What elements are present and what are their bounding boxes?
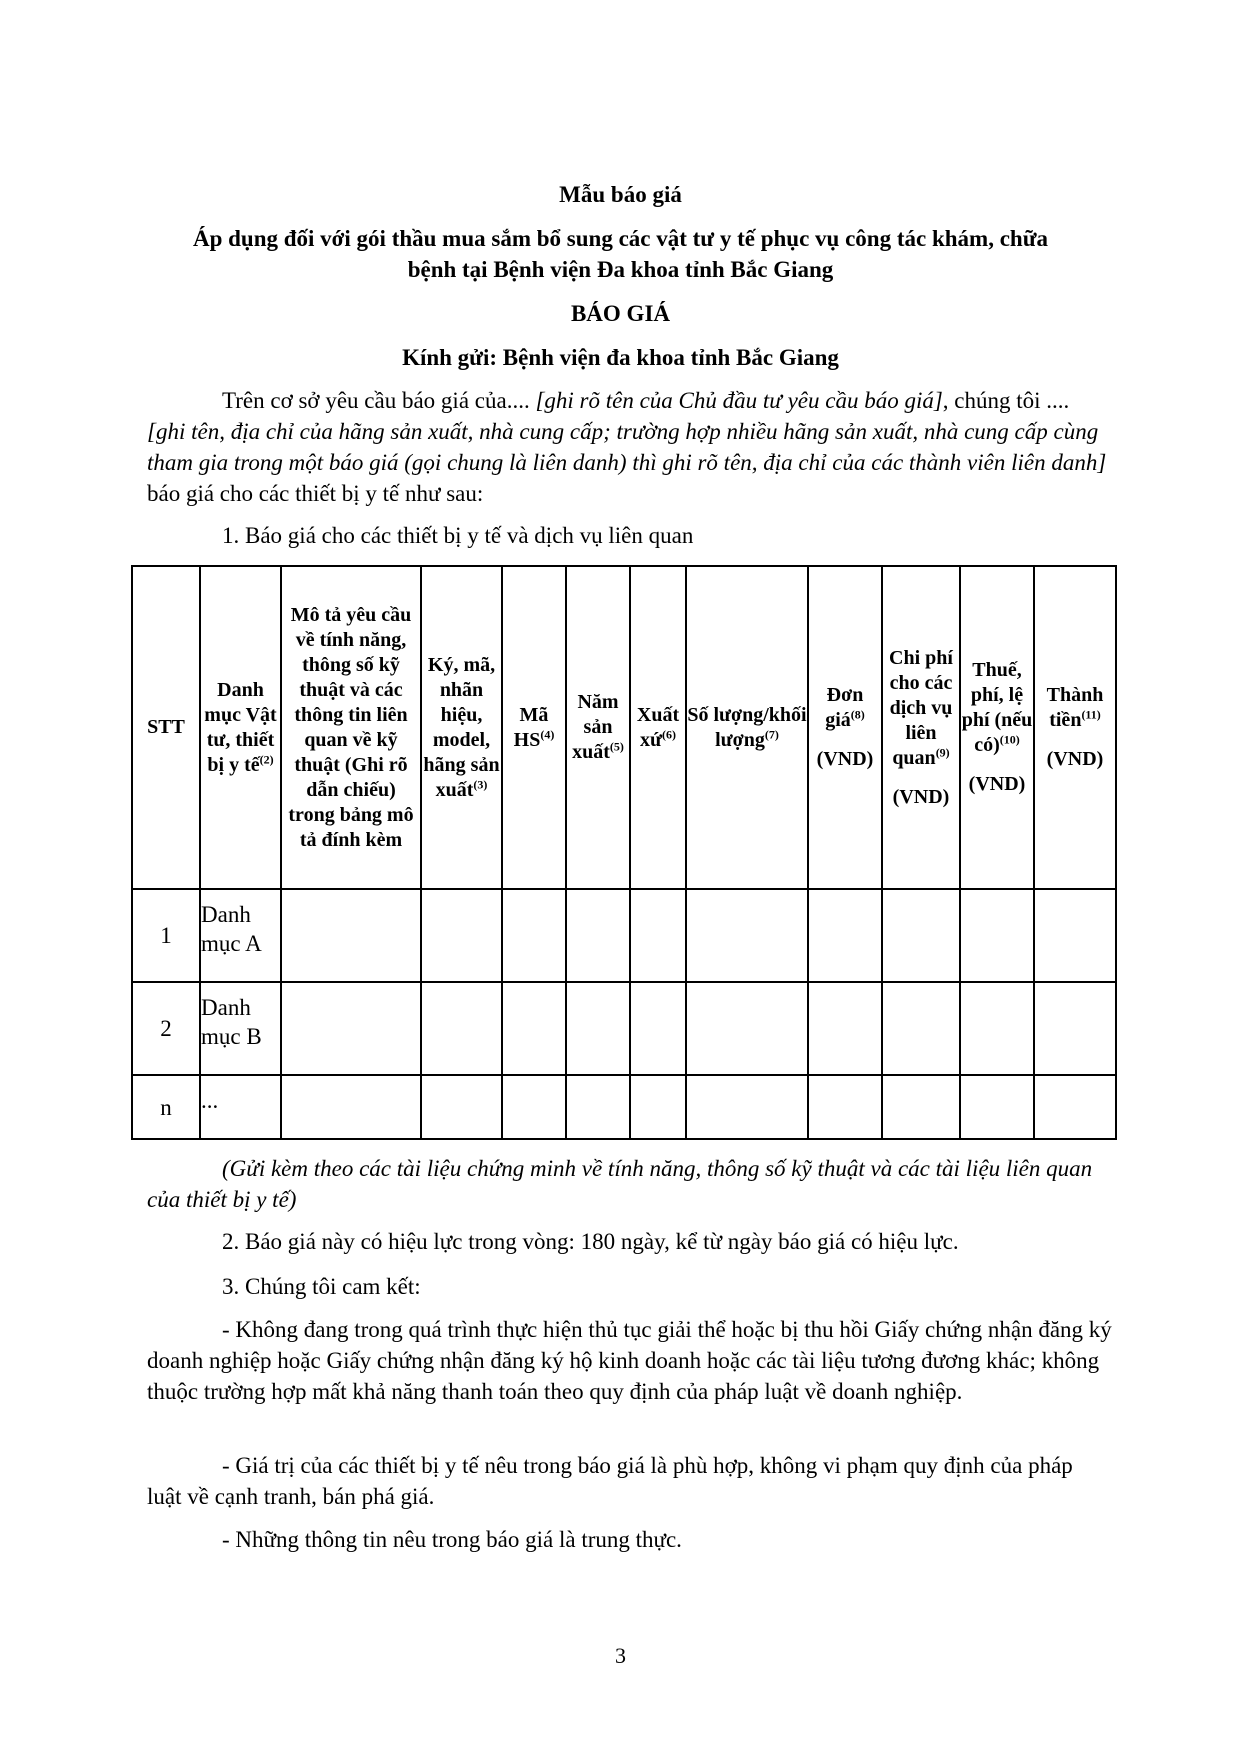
header-unit-price: Đơn giá$^{(8)}$ (VND) <box>808 566 882 889</box>
empty-cell <box>566 889 630 982</box>
empty-cell <box>808 889 882 982</box>
row-category: Danh mục B <box>200 982 281 1075</box>
empty-cell <box>686 889 808 982</box>
empty-cell <box>421 1075 502 1139</box>
table-row <box>132 982 1116 1075</box>
table-row <box>132 889 1116 982</box>
header-origin: Xuất xứ$^{(6)}$ <box>630 566 686 889</box>
quote-table <box>131 565 1117 1140</box>
empty-cell <box>1034 982 1116 1075</box>
empty-cell <box>808 1075 882 1139</box>
page-number: 3 <box>615 1643 626 1668</box>
header-quantity: Số lượng/khối lượng$^{(7)}$ <box>686 566 808 889</box>
empty-cell <box>566 982 630 1075</box>
intro-text-3: báo giá cho các thiết bị y tế như sau: <box>147 481 484 506</box>
empty-cell <box>960 982 1034 1075</box>
attachment-note: (Gửi kèm theo các tài liệu chứng minh về tính năng, thông số kỹ thuật và các tài liệu liên quan của thiết bị y tế) <box>147 1156 1093 1212</box>
header-brand: Ký, mã, nhãn hiệu, model, hãng sản xuất$^{(3)}$ <box>421 566 502 889</box>
empty-cell <box>502 889 566 982</box>
empty-cell <box>421 982 502 1075</box>
row-stt: 2 <box>132 982 200 1075</box>
empty-cell <box>960 1075 1034 1139</box>
header-hs-code: Mã HS$^{(4)}$ <box>502 566 566 889</box>
row-category: Danh mục A <box>200 889 281 982</box>
empty-cell <box>1034 1075 1116 1139</box>
empty-cell <box>882 982 960 1075</box>
table-header-row <box>132 566 1116 889</box>
header-category: Danh mục Vật tư, thiết bị y tế$^{(2)}$ <box>200 566 281 889</box>
intro-text-2: , chúng tôi .... <box>942 388 1070 413</box>
empty-cell <box>502 1075 566 1139</box>
empty-cell <box>421 889 502 982</box>
scope-line-2: bệnh tại Bệnh viện Đa khoa tỉnh Bắc Giang <box>407 257 834 282</box>
empty-cell <box>1034 889 1116 982</box>
table-row <box>132 1075 1116 1139</box>
form-title: Mẫu báo giá <box>559 182 682 207</box>
empty-cell <box>630 1075 686 1139</box>
intro-paragraph <box>147 385 1112 509</box>
empty-cell <box>566 1075 630 1139</box>
section-1-heading: 1. Báo giá cho các thiết bị y tế và dịch vụ liên quan <box>222 523 694 548</box>
intro-italic-1: [ghi rõ tên của Chủ đầu tư yêu cầu báo giá] <box>535 388 943 413</box>
empty-cell <box>686 1075 808 1139</box>
row-stt: 1 <box>132 889 200 982</box>
intro-italic-2: [ghi tên, địa chỉ của hãng sản xuất, nhà cung cấp; trường hợp nhiều hãng sản xuất, nhà cung cấp cùng tham gia trong một báo giá (gọi chung là liên danh) thì ghi rõ tên, địa chỉ của các thành viên liên danh] <box>147 419 1107 475</box>
section-3-heading: 3. Chúng tôi cam kết: <box>222 1274 421 1299</box>
row-category: ... <box>200 1075 281 1139</box>
row-stt: n <box>132 1075 200 1139</box>
commitment-item: - Những thông tin nêu trong báo giá là trung thực. <box>222 1527 682 1552</box>
commitment-item: - Không đang trong quá trình thực hiện thủ tục giải thể hoặc bị thu hồi Giấy chứng nhận đăng ký doanh nghiệp hoặc Giấy chứng nhận đăng ký hộ kinh doanh hoặc các tài liệu tương đương khác; không thuộc trường hợp mất khả năng thanh toán theo quy định của pháp luật về doanh nghiệp. <box>147 1317 1112 1404</box>
recipient-line: Kính gửi: Bệnh viện đa khoa tỉnh Bắc Giang <box>402 345 839 370</box>
empty-cell <box>281 1075 421 1139</box>
header-description: Mô tả yêu cầu về tính năng, thông số kỹ thuật và các thông tin liên quan về kỹ thuật (Ghi rõ dẫn chiếu) trong bảng mô tả đính kèm <box>281 566 421 889</box>
doc-title: BÁO GIÁ <box>570 301 671 326</box>
empty-cell <box>281 889 421 982</box>
intro-text-1: Trên cơ sở yêu cầu báo giá của.... <box>222 388 536 413</box>
empty-cell <box>882 1075 960 1139</box>
section-2-validity: 2. Báo giá này có hiệu lực trong vòng: 180 ngày, kể từ ngày báo giá có hiệu lực. <box>222 1229 959 1254</box>
empty-cell <box>630 889 686 982</box>
header-service-cost: Chi phí cho các dịch vụ liên quan$^{(9)}$ (VND) <box>882 566 960 889</box>
empty-cell <box>630 982 686 1075</box>
empty-cell <box>686 982 808 1075</box>
header-total: Thành tiền$^{(11)}$ (VND) <box>1034 566 1116 889</box>
empty-cell <box>808 982 882 1075</box>
scope-line-1: Áp dụng đối với gói thầu mua sắm bổ sung các vật tư y tế phục vụ công tác khám, chữa <box>192 226 1049 251</box>
empty-cell <box>281 982 421 1075</box>
empty-cell <box>960 889 1034 982</box>
empty-cell <box>882 889 960 982</box>
header-tax: Thuế, phí, lệ phí (nếu có)$^{(10)}$ (VND) <box>960 566 1034 889</box>
header-stt: STT <box>132 566 200 889</box>
header-year: Năm sản xuất$^{(5)}$ <box>566 566 630 889</box>
empty-cell <box>502 982 566 1075</box>
commitment-item: - Giá trị của các thiết bị y tế nêu trong báo giá là phù hợp, không vi phạm quy định của pháp luật về cạnh tranh, bán phá giá. <box>147 1453 1073 1509</box>
